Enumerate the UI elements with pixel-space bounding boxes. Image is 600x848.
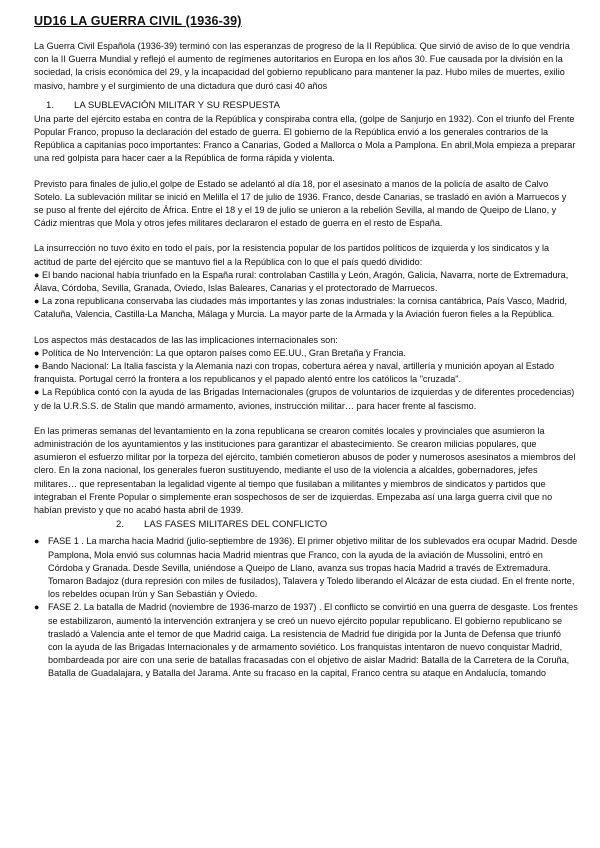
intro-paragraph: La Guerra Civil Española (1936-39) terminó con las esperanzas de progreso de la II República. Que sirvió de aviso de lo que vendría con la II Guerra Mundial y reflejó el aumento de regímenes autoritarios en Europa en los años 30. Fue causada por la división en la sociedad, la crisis económica del 29, y la incapacidad del gobierno republicano para mantener la paz. Hubo miles de muertes, exilio masivo, hambre y el surgimiento de una dictadura que duró casi 40 años — [34, 41, 570, 91]
bullet-item: ● El bando nacional había triunfado en la España rural: controlaban Castilla y León, Aragón, Galicia, Navarra, norte de Extremadura, Álava, Córdoba, Sevilla, Granada, Oviedo, Islas Baleares, Canarias y el protectorado de Marruecos. — [34, 269, 569, 294]
paragraph: Los aspectos más destacados de las las implicaciones internacionales son: — [34, 334, 338, 345]
list-item — [34, 535, 578, 601]
bullet-item: ● Política de No Intervención: La que optaron países como EE.UU., Gran Bretaña y Francia. — [34, 347, 406, 358]
phase-text: FASE 1 . La marcha hacia Madrid (julio-septiembre de 1936). El primer objetivo militar de los sublevados era ocupar Madrid. Desde Pamplona, Mola envió sus columnas hacia Madrid mientras que Franco, con la ayuda de la aviación de Mussolini, entró en Córdoba y Granada. Desde Sevilla, uniéndose a Queipo de Llano, avanza sus tropas hacia Madrid a través de Extremadura. Tomaron Badajoz (dura represión con miles de fusilados), Talavera y Toledo liberando el Alcázar de esta ciudad. En el frente norte, los rebeldes ocupan Irún y San Sebastián y Oviedo. — [48, 536, 578, 600]
list-item — [34, 601, 578, 680]
phase-text: FASE 2. La batalla de Madrid (noviembre de 1936-marzo de 1937) . El conflicto se convirtió en una guerra de desgaste. Los frentes se estabilizaron, aumentó la intervención extranjera y se creó un nuevo ejército popular republicano. El gobierno republicano se trasladó a Valencia ante el temor de que Madrid caiga. La resistencia de Madrid fue dirigida por la Junta de Defensa que triunfó con la ayuda de las Brigadas Internacionales y de armamento soviético. Los franquistas intentaron de nuevo conquistar Madrid, bombardeada por aire con una serie de batallas fracasadas con el objetivo de aislar Madrid: Batalla de la Carretera de la Coruña, Batalla de Guadalajara, y Batalla del Jarama. Ante su fracaso en la capital, Franco centra su ataque en Andalucía, tomando — [48, 602, 578, 679]
document-title: UD16 LA GUERRA CIVIL (1936-39) — [34, 14, 242, 28]
paragraph: Previsto para finales de julio,el golpe de Estado se adelantó al día 18, por el asesinato a manos de la policía de asalto de Calvo Sotelo. La sublevación militar se inició en Melilla el 17 de julio de 1936. Franco, desde Canarias, se trasladó en avión a Marruecos y se puso al frente del ejército de África. Entre el 18 y el 19 de julio se unieron a la rebelión Sevilla, al mando de Queipo de Llano, y Cádiz mientras que Mola y otros jefes militares declararon el estado de guerra en el resto de España. — [34, 178, 567, 229]
document-page — [34, 14, 578, 681]
section-heading-1 — [34, 99, 578, 113]
bullet-icon: ● — [34, 536, 40, 547]
paragraph: Una parte del ejército estaba en contra de la República y conspiraba contra ella, (golpe de Sanjurjo en 1932). Con el triunfo del Frente Popular Franco, propuso la declaración del estado de guerra. El gobierno de la República envió a los generales contrarios de la República a capitanías poco importantes: Franco a Canarias, Goded a Mallorca o Mola a Pamplona. En abril,Mola empieza a preparar una red golpista para hacer caer a la República de forma rápida y violenta. — [34, 113, 576, 164]
section-heading-2 — [34, 518, 578, 532]
section-number: 2. — [116, 519, 125, 531]
section-title: LAS FASES MILITARES DEL CONFLICTO — [144, 519, 328, 531]
bullet-item: ● La zona republicana conservaba las ciudades más importantes y las zonas industriales: la cornisa cantábrica, País Vasco, Madrid, Cataluña, Valencia, Castilla-La Mancha, Málaga y Murcia. La mayor parte de la Armada y la Aviación fueron fieles a la República. — [34, 296, 568, 320]
paragraph: En las primeras semanas del levantamiento en la zona republicana se crearon comités locales y provinciales que asumieron la administración de los ayuntamientos y las instituciones para garantizar el abastecimiento. Se crearon milicias populares, que asumieron el esfuerzo militar por la torpeza del ejército, también cometieron abusos de poder y numerosos asesinatos a miembros del clero. En la zona nacional, los generales fueron sustituyendo, mediante el uso de la violencia a alcaldes, gobernadores, jefes militares… que representaban la legalidad vigente al tiempo que fusilaban a militantes y miembros de sindicatos y partidos que integraban el Frente Popular o simplemente eran sospechosos de ser de izquierdas. Empezaba así una larga guerra civil que no habían previsto y que no acabó hasta abril de 1939. — [34, 425, 576, 516]
bullet-item: ● La República contó con la ayuda de las Brigadas Internacionales (grupos de voluntarios de izquierdas y de diferentes procedencias) y de la U.R.S.S. de Stalin que mandó armamento, aviones, instrucción militar… para hacer frente al fascismo. — [34, 387, 575, 411]
phase-list — [34, 535, 578, 680]
bullet-icon: ● — [34, 602, 40, 613]
paragraph: La insurrección no tuvo éxito en todo el país, por la resistencia popular de los partidos políticos de izquierda y los sindicatos y la actitud de parte del ejército que se mantuvo fiel a la República con lo que el país quedó dividido: — [34, 243, 550, 267]
bullet-item: ● Bando Nacional: La Italia fascista y la Alemania nazi con tropas, cobertura aérea y naval, artillería y munición apoyan al Estado franquista. Portugal cerró la frontera a los republicanos y el papado alentó entre los católicos la "cruzada". — [34, 361, 555, 385]
section-number: 1. — [46, 99, 55, 111]
section-title: LA SUBLEVACIÓN MILITAR Y SU RESPUESTA — [74, 99, 280, 111]
